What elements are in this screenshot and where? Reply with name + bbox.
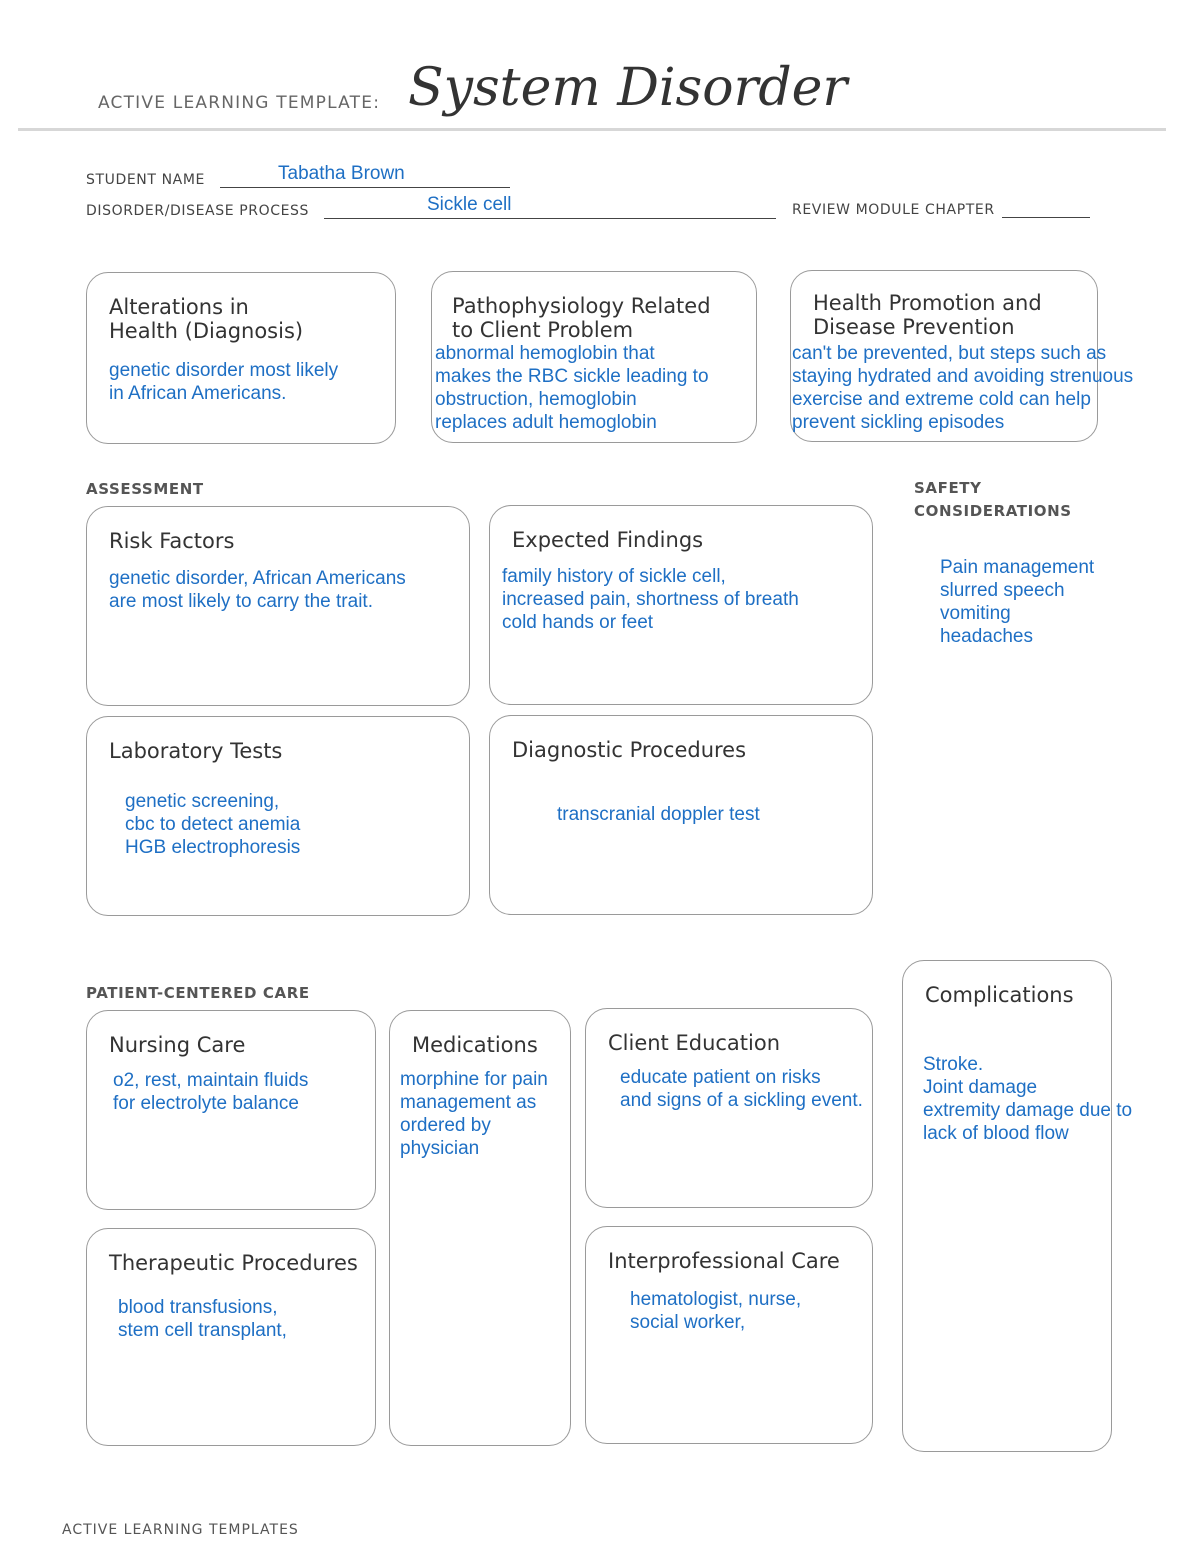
- safety-label: SAFETY CONSIDERATIONS: [914, 479, 1072, 520]
- alterations-box: [86, 272, 396, 444]
- risk-factors-box: [86, 506, 470, 706]
- client-education-title: Client Education: [608, 1031, 781, 1055]
- therapeutic-procedures-box: [86, 1228, 376, 1446]
- pathophysiology-body[interactable]: abnormal hemoglobin that makes the RBC sickle leading to obstruction, hemoglobin replaces adult hemoglobin: [435, 343, 709, 433]
- safety-body[interactable]: Pain management slurred speech vomiting headaches: [940, 557, 1095, 647]
- nursing-care-title: Nursing Care: [109, 1033, 246, 1057]
- diagnostic-procedures-box: [489, 715, 873, 915]
- disorder-line: [324, 217, 776, 219]
- therapeutic-procedures-title: Therapeutic Procedures: [109, 1251, 358, 1275]
- laboratory-tests-body[interactable]: genetic screening, cbc to detect anemia HGB electrophoresis: [125, 791, 301, 858]
- laboratory-tests-title: Laboratory Tests: [109, 739, 283, 763]
- diagnostic-procedures-body[interactable]: transcranial doppler test: [557, 804, 760, 825]
- nursing-care-box: [86, 1010, 376, 1210]
- review-module-label: REVIEW MODULE CHAPTER: [792, 202, 995, 218]
- student-name-line: [220, 186, 510, 188]
- interprofessional-care-title: Interprofessional Care: [608, 1249, 840, 1273]
- expected-findings-title: Expected Findings: [512, 528, 704, 552]
- disorder-label: DISORDER/DISEASE PROCESS: [86, 203, 309, 219]
- medications-body[interactable]: morphine for pain management as ordered by physician: [400, 1069, 548, 1159]
- student-name-label: STUDENT NAME: [86, 172, 205, 188]
- review-module-line: [1002, 216, 1090, 218]
- medications-title: Medications: [412, 1033, 538, 1057]
- medications-box: [389, 1010, 571, 1446]
- page-title: System Disorder: [408, 58, 848, 118]
- student-name-field[interactable]: Tabatha Brown: [278, 163, 405, 184]
- health-promotion-body[interactable]: can't be prevented, but steps such as staying hydrated and avoiding strenuous exercise and extreme cold can help prevent sickling episodes: [792, 343, 1134, 433]
- alterations-body[interactable]: genetic disorder most likely in African Americans.: [109, 360, 339, 404]
- interprofessional-care-body[interactable]: hematologist, nurse, social worker,: [630, 1289, 802, 1333]
- health-promotion-title: Health Promotion and Disease Prevention: [813, 291, 1042, 339]
- nursing-care-body[interactable]: o2, rest, maintain fluids for electrolyte balance: [113, 1070, 309, 1114]
- client-education-body[interactable]: educate patient on risks and signs of a sickling event.: [620, 1067, 863, 1111]
- expected-findings-body[interactable]: family history of sickle cell, increased pain, shortness of breath cold hands or feet: [502, 566, 799, 633]
- pathophysiology-title: Pathophysiology Related to Client Problem: [452, 294, 711, 342]
- assessment-label: ASSESSMENT: [86, 480, 204, 498]
- patient-centered-care-label: PATIENT-CENTERED CARE: [86, 984, 310, 1002]
- risk-factors-title: Risk Factors: [109, 529, 235, 553]
- complications-title: Complications: [925, 983, 1074, 1007]
- alterations-title: Alterations in Health (Diagnosis): [109, 295, 304, 343]
- disorder-field[interactable]: Sickle cell: [427, 194, 512, 215]
- footer-label: ACTIVE LEARNING TEMPLATES: [62, 1522, 299, 1538]
- diagnostic-procedures-title: Diagnostic Procedures: [512, 738, 747, 762]
- risk-factors-body[interactable]: genetic disorder, African Americans are most likely to carry the trait.: [109, 568, 406, 612]
- complications-body[interactable]: Stroke. Joint damage extremity damage due to lack of blood flow: [923, 1054, 1133, 1144]
- complications-box: [902, 960, 1112, 1452]
- therapeutic-procedures-body[interactable]: blood transfusions, stem cell transplant,: [118, 1297, 287, 1341]
- expected-findings-box: [489, 505, 873, 705]
- pathophysiology-box: [431, 271, 757, 443]
- template-label: ACTIVE LEARNING TEMPLATE:: [98, 93, 381, 113]
- interprofessional-care-box: [585, 1226, 873, 1444]
- laboratory-tests-box: [86, 716, 470, 916]
- header-divider: [18, 128, 1166, 131]
